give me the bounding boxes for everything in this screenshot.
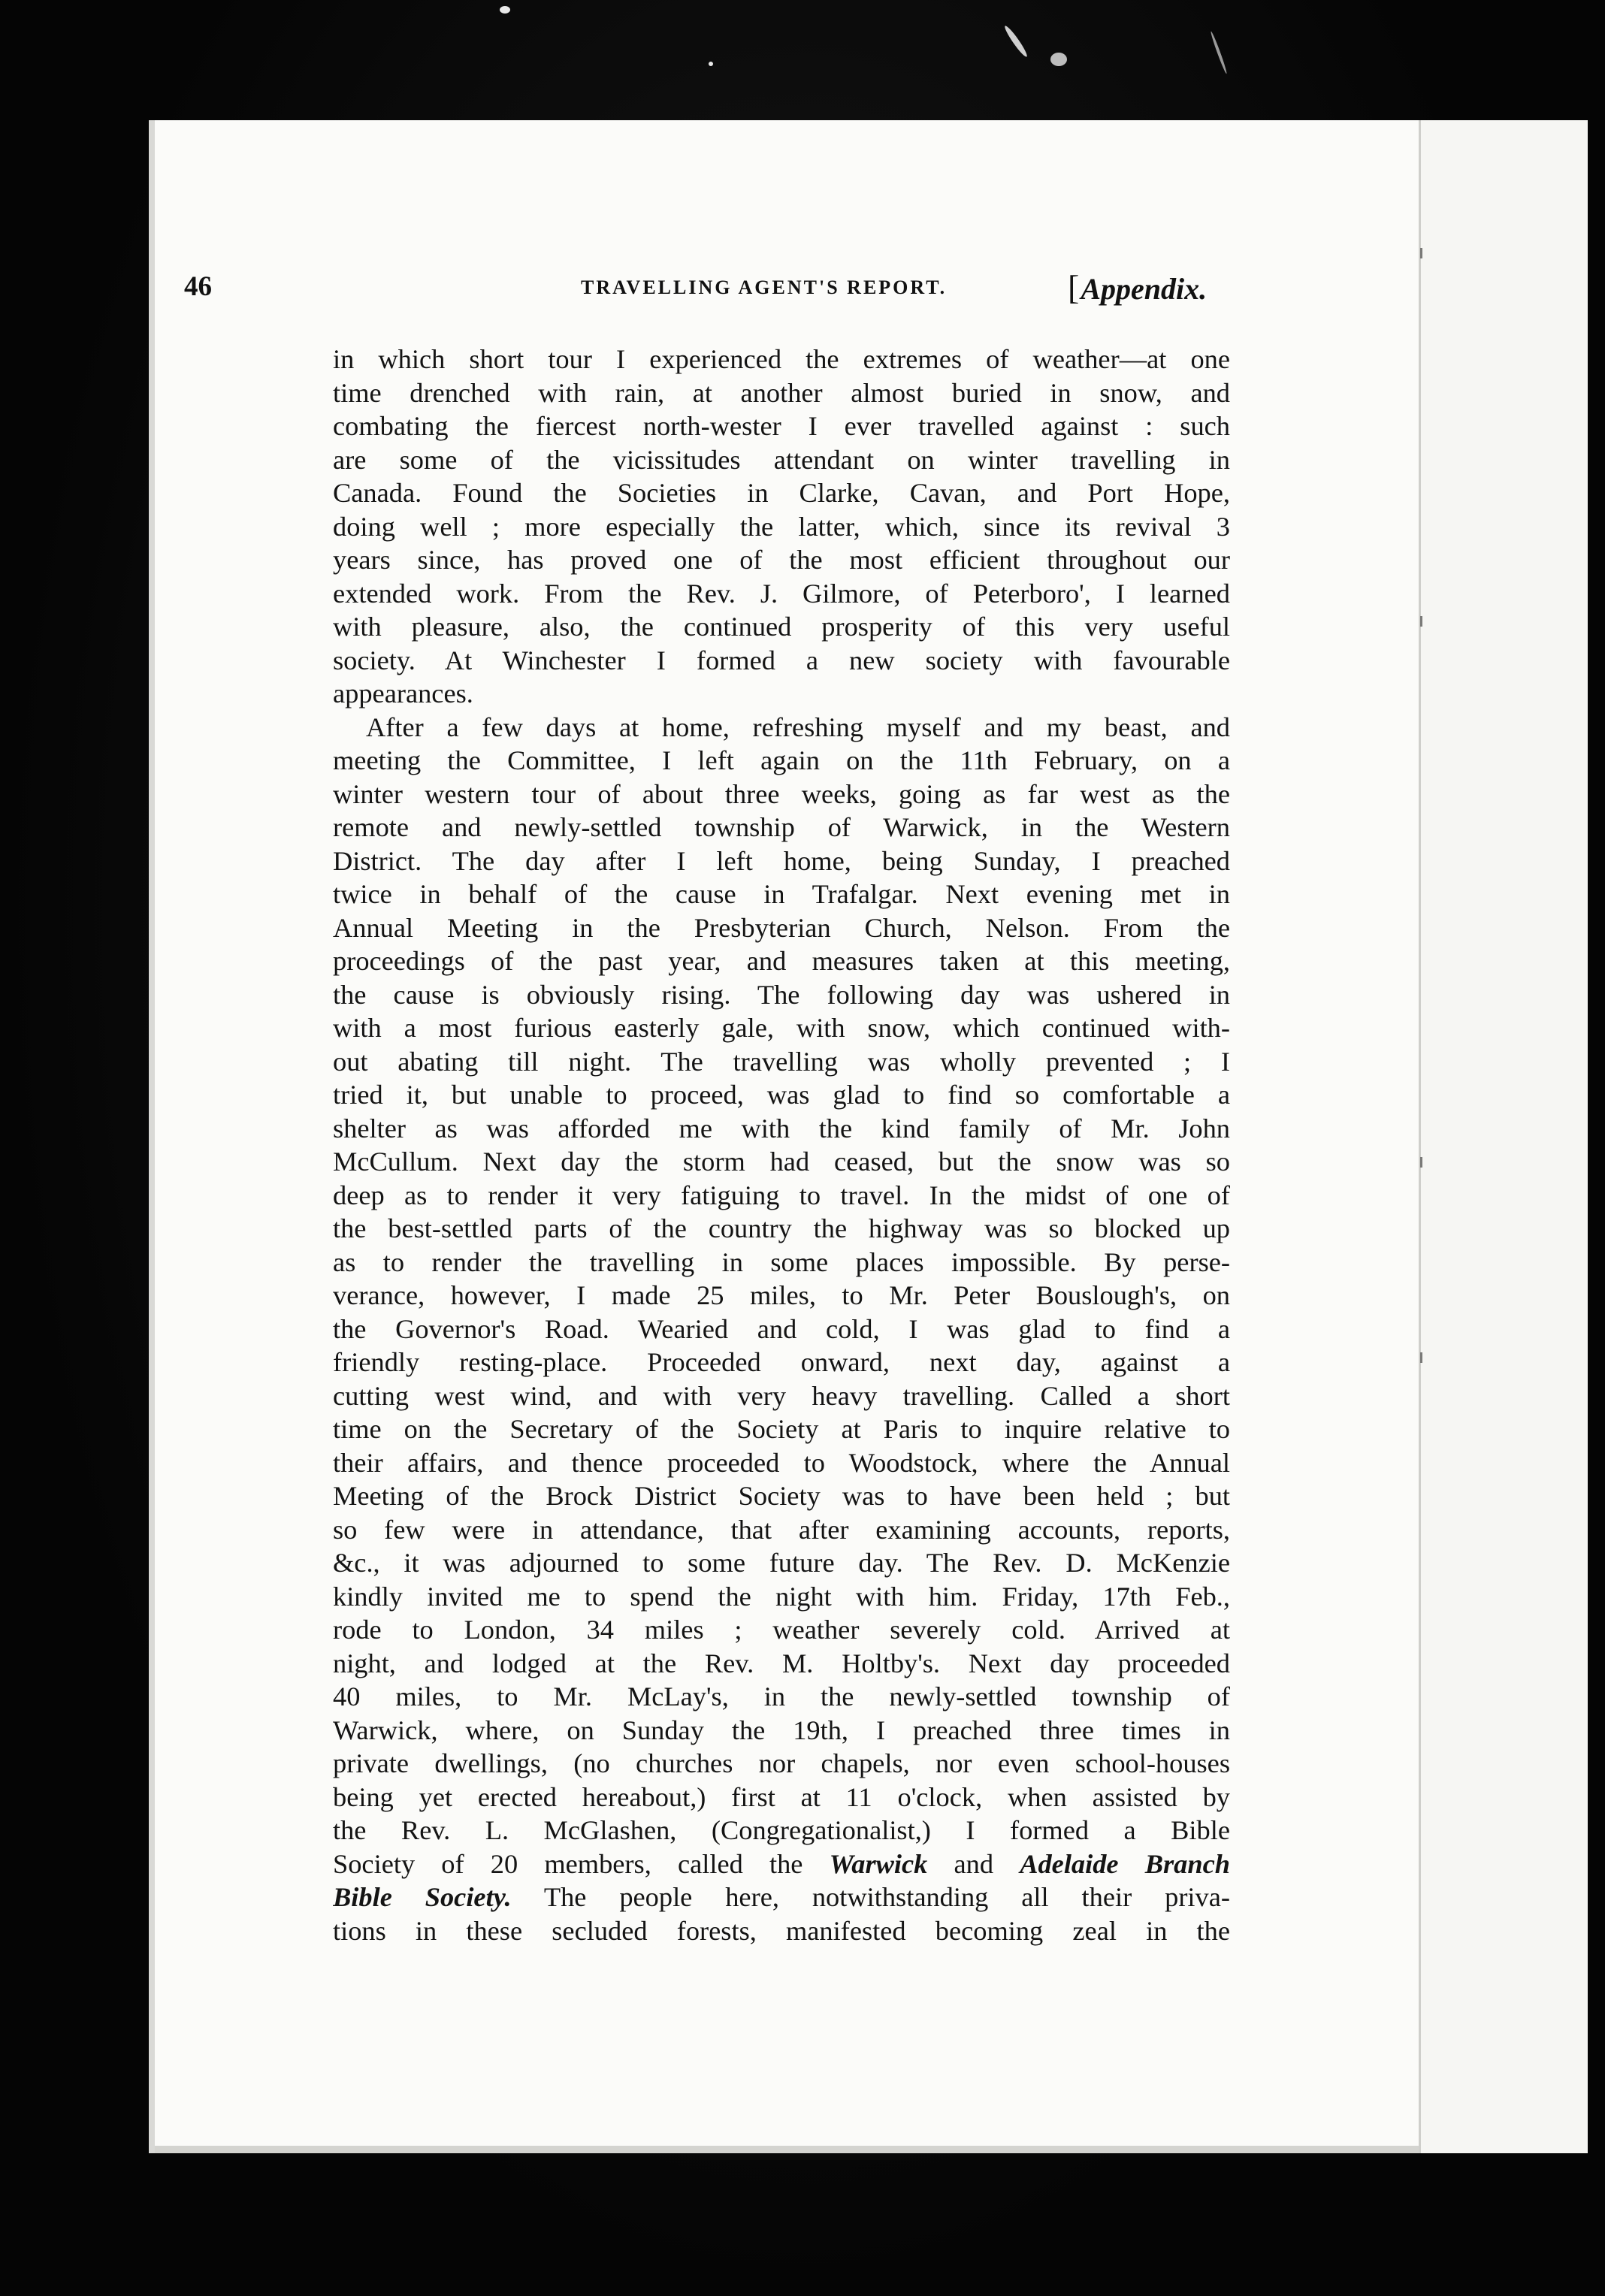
- text-line-with-italics: [333, 1881, 1230, 1914]
- text-line: out abating till night. The travelling was wholly prevented ; I: [333, 1046, 1230, 1077]
- text-line: deep as to render it very fatiguing to travel. In the midst of one of: [333, 1180, 1230, 1210]
- text-line: the Governor's Road. Wearied and cold, I was glad to find a: [333, 1313, 1230, 1344]
- text-line: District. The day after I left home, being Sunday, I preached: [333, 845, 1230, 876]
- text-line: friendly resting-place. Proceeded onward, next day, against a: [333, 1347, 1230, 1377]
- text-line: twice in behalf of the cause in Trafalgar. Next evening met in: [333, 879, 1230, 909]
- scan-speck: [1050, 53, 1067, 66]
- text-line: time on the Secretary of the Society at Paris to inquire relative to: [333, 1414, 1230, 1444]
- text-line: rode to London, 34 miles ; weather severely cold. Arrived at: [333, 1615, 1230, 1645]
- text-line: proceedings of the past year, and measures taken at this meeting,: [333, 946, 1230, 976]
- text-line: night, and lodged at the Rev. M. Holtby's. Next day proceeded: [333, 1648, 1230, 1678]
- section-bracket: [: [1068, 268, 1080, 307]
- running-head: TRAVELLING AGENT'S REPORT.: [581, 276, 948, 298]
- section-title: Appendix.: [1081, 272, 1208, 306]
- text-line: Warwick, where, on Sunday the 19th, I preached three times in: [333, 1714, 1230, 1745]
- text-line: extended work. From the Rev. J. Gilmore, of Peterboro', I learned: [333, 578, 1230, 609]
- text-line: being yet erected hereabout,) first at 11 o'clock, when assisted by: [333, 1781, 1230, 1812]
- text-run: and: [927, 1848, 1020, 1879]
- text-line: years since, has proved one of the most efficient throughout our: [333, 545, 1230, 575]
- text-line: with a most furious easterly gale, with snow, which continued with-: [333, 1013, 1230, 1043]
- text-line: society. At Winchester I formed a new society with favourable: [333, 645, 1230, 675]
- edge-mark: [1420, 1352, 1422, 1363]
- text-line: are some of the vicissitudes attendant on winter travelling in: [333, 444, 1230, 475]
- text-line: kindly invited me to spend the night with him. Friday, 17th Feb.,: [333, 1581, 1230, 1612]
- text-line: Meeting of the Brock District Society was to have been held ; but: [333, 1481, 1230, 1511]
- text-line: cutting west wind, and with very heavy travelling. Called a short: [333, 1380, 1230, 1411]
- text-line: verance, however, I made 25 miles, to Mr. Peter Bouslough's, on: [333, 1280, 1230, 1310]
- text-line: their affairs, and thence proceeded to Woodstock, where the Annual: [333, 1447, 1230, 1478]
- text-line: private dwellings, (no churches nor chapels, nor even school-houses: [333, 1748, 1230, 1778]
- scan-speck: [500, 6, 510, 14]
- text-line: shelter as was afforded me with the kind family of Mr. John: [333, 1113, 1230, 1143]
- text-line: winter western tour of about three weeks, going as far west as the: [333, 778, 1230, 809]
- text-line: combating the fiercest north-wester I ever travelled against : such: [333, 411, 1230, 441]
- text-line: 40 miles, to Mr. McLay's, in the newly-settled township of: [333, 1681, 1230, 1711]
- facing-page-edge: [1419, 120, 1588, 2153]
- text-line: Canada. Found the Societies in Clarke, Cavan, and Port Hope,: [333, 478, 1230, 508]
- text-line: &c., it was adjourned to some future day. The Rev. D. McKenzie: [333, 1548, 1230, 1578]
- text-line: in which short tour I experienced the extremes of weather—at one: [333, 344, 1230, 374]
- text-line: with pleasure, also, the continued prosperity of this very useful: [333, 612, 1230, 642]
- text-line: time drenched with rain, at another almost buried in snow, and: [333, 377, 1230, 408]
- text-run: The people here, notwithstanding all their priva-: [511, 1882, 1230, 1912]
- text-line: remote and newly-settled township of Warwick, in the Western: [333, 812, 1230, 842]
- text-run: Society of 20 members, called the: [333, 1848, 830, 1879]
- section-label: [1068, 267, 1207, 307]
- edge-mark: [1420, 1157, 1422, 1168]
- text-line: the cause is obviously rising. The following day was ushered in: [333, 979, 1230, 1010]
- text-line: the Rev. L. McGlashen, (Congregationalist,) I formed a Bible: [333, 1815, 1230, 1845]
- scan-speck: [709, 62, 713, 66]
- text-line: McCullum. Next day the storm had ceased, but the snow was so: [333, 1146, 1230, 1177]
- text-line: Annual Meeting in the Presbyterian Church, Nelson. From the: [333, 912, 1230, 943]
- body-text: [333, 343, 1230, 1947]
- edge-mark: [1420, 248, 1422, 258]
- text-line: tions in these secluded forests, manifested becoming zeal in the: [333, 1915, 1230, 1946]
- paragraph-start-line: After a few days at home, refreshing myself and my beast, and: [366, 711, 1230, 742]
- italic-run: Adelaide Branch: [1020, 1848, 1230, 1879]
- edge-mark: [1420, 616, 1422, 627]
- text-line: doing well ; more especially the latter, which, since its revival 3: [333, 511, 1230, 542]
- text-line-with-italics: [333, 1847, 1230, 1881]
- text-line: the best-settled parts of the country the highway was so blocked up: [333, 1213, 1230, 1243]
- page-number: 46: [184, 271, 212, 302]
- page-header: [184, 270, 1236, 316]
- text-line: tried it, but unable to proceed, was glad to find so comfortable a: [333, 1080, 1230, 1110]
- text-line: meeting the Committee, I left again on the 11th February, on a: [333, 745, 1230, 775]
- text-line: appearances.: [333, 678, 473, 708]
- italic-run: Warwick: [829, 1848, 928, 1879]
- text-line: so few were in attendance, that after examining accounts, reports,: [333, 1514, 1230, 1545]
- text-line: as to render the travelling in some places impossible. By perse-: [333, 1246, 1230, 1277]
- italic-run: Bible Society.: [333, 1882, 512, 1912]
